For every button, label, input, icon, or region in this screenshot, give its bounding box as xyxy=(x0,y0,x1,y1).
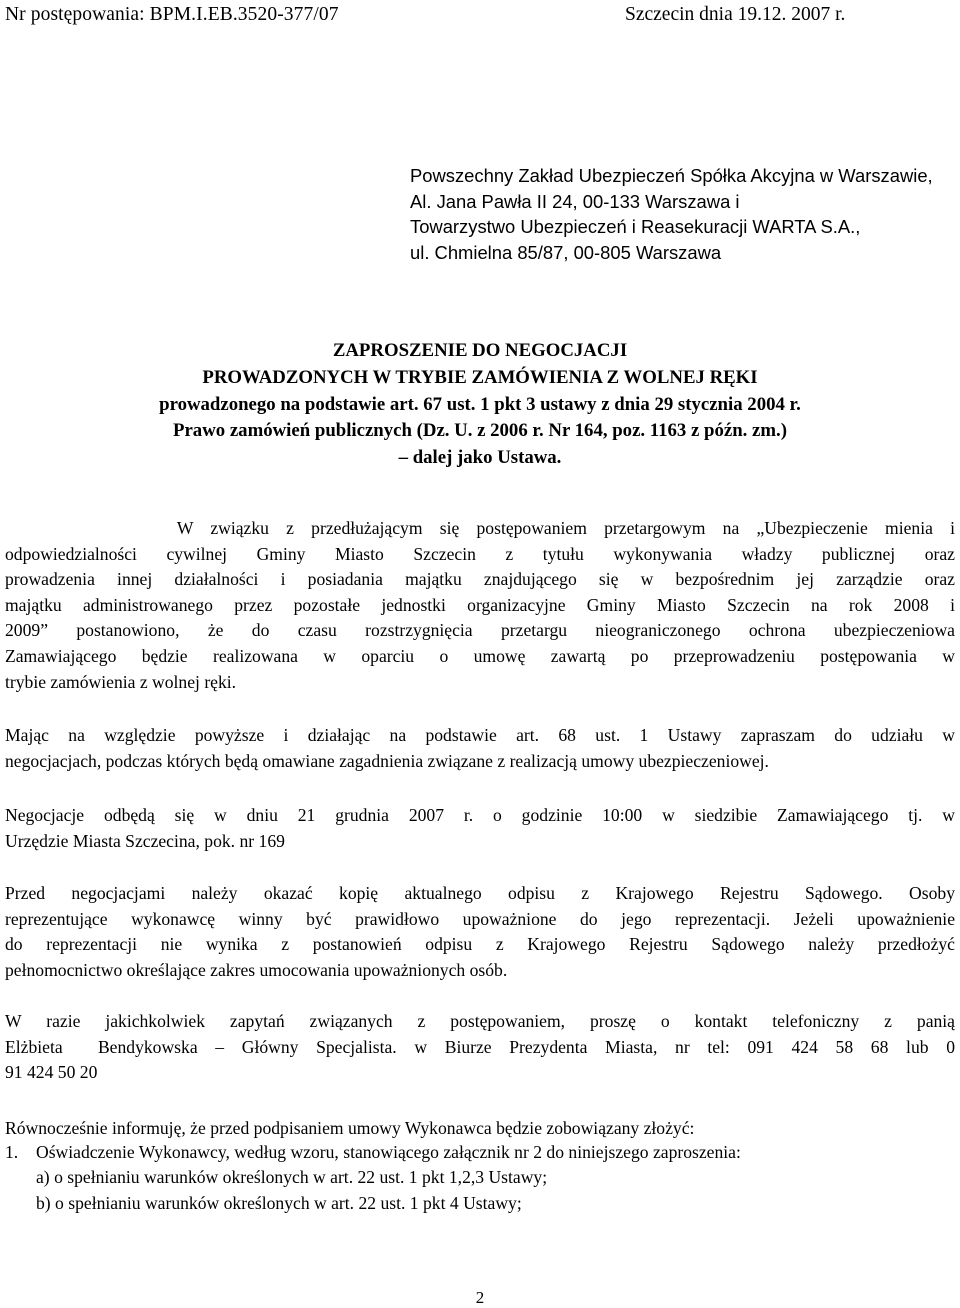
paragraph-meeting-details xyxy=(5,803,955,854)
list-subitem-a: a) o spełnianiu warunków określonych w art. 22 ust. 1 pkt 1,2,3 Ustawy; xyxy=(36,1167,548,1187)
recipient-line: Powszechny Zakład Ubezpieczeń Spółka Akcyjna w Warszawie, xyxy=(410,165,933,186)
paragraph-line: Zamawiającego będzie realizowana w oparciu o umowę zawartą po przeprowadzeniu postępowania w xyxy=(5,645,955,666)
paragraph-line: W związku z przedłużającym się postępowaniem przetargowym na „Ubezpieczenie mienia i xyxy=(5,518,955,538)
paragraph-line: W razie jakichkolwiek zapytań związanych z postępowaniem, proszę o kontakt telefoniczny z panią xyxy=(5,1011,955,1031)
title-line: Prawo zamówień publicznych (Dz. U. z 2006 r. Nr 164, poz. 1163 z późn. zm.) xyxy=(173,420,787,442)
paragraph-line: 2009” postanowiono, że do czasu rozstrzygnięcia przetargu nieograniczonego ochrona ubezpieczeniowa xyxy=(5,620,955,641)
paragraph-line: Elżbieta Bendykowska – Główny Specjalista. w Biurze Prezydenta Miasta, nr tel: 091 424 58 68 lub 0 xyxy=(5,1036,955,1057)
recipient-address-block xyxy=(410,163,950,265)
recipient-line: Towarzystwo Ubezpieczeń i Reasekuracji WARTA S.A., xyxy=(410,216,861,237)
paragraph-line: Mając na względzie powyższe i działając na podstawie art. 68 ust. 1 Ustawy zapraszam do udziału w xyxy=(5,725,955,745)
paragraph-line: pełnomocnictwo określające zakres umocowania upoważnionych osób. xyxy=(5,959,508,980)
page-number: 2 xyxy=(475,1288,485,1307)
paragraph-line: 91 424 50 20 xyxy=(5,1062,98,1083)
paragraph-line: prowadzenia innej działalności i posiadania majątku znajdującego się w bezpośrednim jej zarządzie oraz xyxy=(5,569,955,590)
paragraph-requirements xyxy=(5,881,955,983)
paragraph-line: reprezentujące wykonawcę winny być prawidłowo upoważnione do jego reprezentacji. Jeżeli upoważnienie xyxy=(5,908,955,929)
document-title xyxy=(0,338,960,472)
list-item-number: 1. xyxy=(5,1142,19,1162)
paragraph-invitation xyxy=(5,723,955,774)
paragraph-line: Równocześnie informuję, że przed podpisaniem umowy Wykonawca będzie zobowiązany złożyć: xyxy=(5,1118,695,1138)
paragraph-obligations-intro xyxy=(5,1116,955,1142)
paragraph-line: odpowiedzialności cywilnej Gminy Miasto Szczecin z tytułu wykonywania władzy publicznej oraz xyxy=(5,543,955,564)
title-line: – dalej jako Ustawa. xyxy=(398,447,562,469)
paragraph-background xyxy=(5,516,955,695)
paragraph-line: Urzędzie Miasta Szczecina, pok. nr 169 xyxy=(5,830,285,851)
paragraph-line: majątku administrowanego przez pozostałe jednostki organizacyjne Gminy Miasto Szczecin na rok 2008 i xyxy=(5,594,955,615)
recipient-line: ul. Chmielna 85/87, 00-805 Warszawa xyxy=(410,241,722,263)
place-and-date: Szczecin dnia 19.12. 2007 r. xyxy=(625,4,846,25)
paragraph-line: trybie zamówienia z wolnej ręki. xyxy=(5,671,237,692)
title-line: ZAPROSZENIE DO NEGOCJACJI xyxy=(332,340,628,361)
list-item-text: Oświadczenie Wykonawcy, według wzoru, stanowiącego załącznik nr 2 do niniejszego zaproszenia: xyxy=(36,1142,741,1162)
paragraph-line: do reprezentacji nie wynika z postanowień odpisu z Krajowego Rejestru Sądowego należy przedłożyć xyxy=(5,934,955,955)
title-line: PROWADZONYCH W TRYBIE ZAMÓWIENIA Z WOLNEJ RĘKI xyxy=(202,366,758,388)
paragraph-line: negocjacjach, podczas których będą omawiane zagadnienia związane z realizacją umowy ubezpieczeniowej. xyxy=(5,750,769,771)
title-line: prowadzonego na podstawie art. 67 ust. 1 pkt 3 ustawy z dnia 29 stycznia 2004 r. xyxy=(159,393,801,415)
paragraph-line: Przed negocjacjami należy okazać kopię aktualnego odpisu z Krajowego Rejestru Sądowego. Osoby xyxy=(5,883,955,903)
paragraph-line: Negocjacje odbędą się w dniu 21 grudnia 2007 r. o godzinie 10:00 w siedzibie Zamawiającego tj. w xyxy=(5,805,955,825)
recipient-line: Al. Jana Pawła II 24, 00-133 Warszawa i xyxy=(410,190,740,212)
case-number: Nr postępowania: BPM.I.EB.3520-377/07 xyxy=(5,4,339,25)
paragraph-contact xyxy=(5,1009,955,1086)
list-subitem-b: b) o spełnianiu warunków określonych w art. 22 ust. 1 pkt 4 Ustawy; xyxy=(36,1193,522,1213)
